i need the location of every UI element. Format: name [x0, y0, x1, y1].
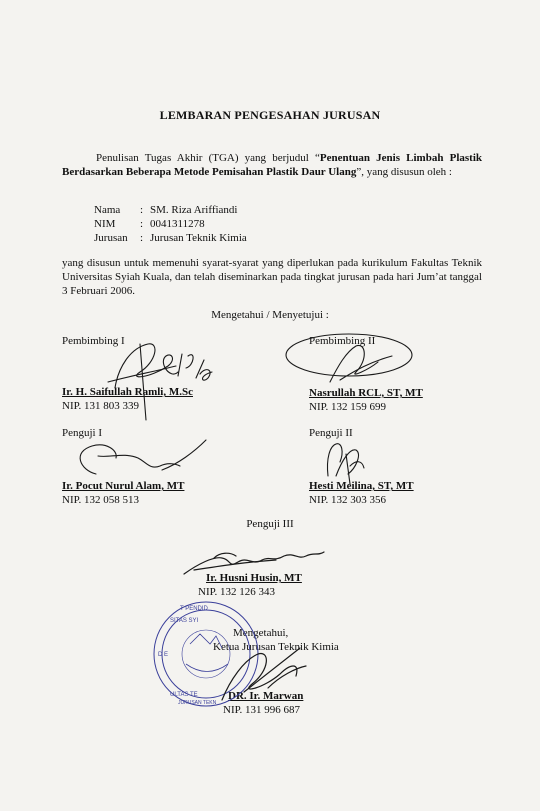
svg-text:T PENDID: T PENDID [180, 606, 208, 612]
role-pembimbing-2: Pembimbing II [309, 335, 376, 347]
svg-text:JURUSAN TEKN: JURUSAN TEKN [178, 700, 217, 706]
info-colon: : [140, 232, 144, 244]
info-key: Jurusan [94, 232, 128, 244]
nip-penguji-3: NIP. 132 126 343 [198, 586, 276, 598]
info-colon: : [140, 218, 144, 230]
signature-penguji-3 [184, 552, 324, 574]
svg-text:SITAS SYI: SITAS SYI [170, 618, 199, 624]
signature-head [222, 648, 306, 700]
thesis-title: Penentuan Jenis Limbah Plastik Berdasarkan Beberapa Metode Pemisahan Plastik Daur Ulang [62, 152, 483, 178]
closing-paragraph: yang disusun untuk memenuhi syarat-syarat yang diperlukan pada kurikulum Fakultas Teknik Universitas Syiah Kuala, dan telah diseminarkan pada tingkat jurusan pada hari Jum’at tanggal 3 Februari 2006. [62, 257, 482, 297]
intro-end: ”, yang disusun oleh : [356, 166, 452, 178]
name-pembimbing-1: Ir. H. Saifullah Ramli, M.Sc [62, 386, 193, 398]
nip-penguji-2: NIP. 132 303 356 [309, 494, 387, 506]
nip-head: NIP. 131 996 687 [223, 704, 301, 716]
svg-text:ULTAS TE: ULTAS TE [170, 692, 198, 698]
info-value: SM. Riza Ariffiandi [150, 204, 238, 216]
name-head: DR. Ir. Marwan [228, 690, 304, 702]
role-pembimbing-1: Pembimbing I [62, 335, 125, 347]
signature-pembimbing-1 [108, 344, 212, 420]
svg-text:D E: D E [158, 652, 169, 658]
name-penguji-3: Ir. Husni Husin, MT [206, 572, 302, 584]
role-penguji-3: Penguji III [246, 518, 294, 530]
name-pembimbing-2: Nasrullah RCL, ST, MT [309, 387, 423, 399]
role-penguji-2: Penguji II [309, 427, 353, 439]
info-colon: : [140, 204, 144, 216]
info-value: 0041311278 [150, 218, 205, 230]
nip-penguji-1: NIP. 132 058 513 [62, 494, 140, 506]
document-title: LEMBARAN PENGESAHAN JURUSAN [159, 108, 381, 122]
name-penguji-1: Ir. Pocut Nurul Alam, MT [62, 480, 185, 492]
signature-penguji-2 [327, 444, 364, 484]
signature-penguji-1 [80, 440, 206, 474]
head-label-1: Mengetahui, [233, 627, 289, 639]
nip-pembimbing-2: NIP. 132 159 699 [309, 401, 387, 413]
head-label-2: Ketua Jurusan Teknik Kimia [213, 641, 339, 653]
signature-pembimbing-2 [286, 334, 412, 382]
approval-heading: Mengetahui / Menyetujui : [211, 309, 329, 321]
intro-text: Penulisan Tugas Akhir (TGA) yang berjudul “ [96, 152, 320, 164]
info-value: Jurusan Teknik Kimia [150, 232, 247, 244]
info-key: NIM [94, 218, 116, 230]
nip-pembimbing-1: NIP. 131 803 339 [62, 400, 140, 412]
info-key: Nama [94, 204, 121, 216]
name-penguji-2: Hesti Meilina, ST, MT [309, 480, 414, 492]
role-penguji-1: Penguji I [62, 427, 103, 439]
university-stamp [154, 602, 258, 706]
